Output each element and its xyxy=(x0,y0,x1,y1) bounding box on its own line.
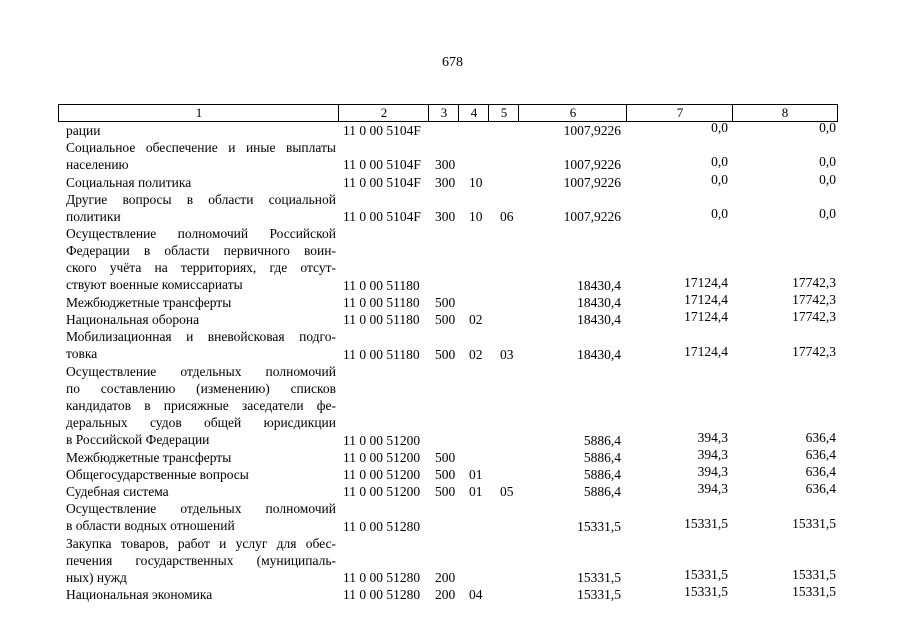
page-number: 678 xyxy=(442,55,463,70)
row-vr: 500 xyxy=(435,467,456,482)
row-value-6: 1007,9226 xyxy=(563,123,621,138)
table-row xyxy=(0,122,905,139)
row-rz: 10 xyxy=(469,208,483,224)
header-col-3: 3 xyxy=(428,104,459,122)
row-csr: 11 0 00 5104F xyxy=(343,208,421,224)
row-value-8: 0,0 xyxy=(819,205,836,221)
row-csr: 11 0 00 5104F xyxy=(343,123,421,138)
row-name-line: рации xyxy=(66,123,101,138)
row-value-6: 5886,4 xyxy=(583,449,621,465)
row-csr: 11 0 00 5104F xyxy=(343,174,421,190)
row-value-8: 636,4 xyxy=(805,464,836,479)
row-name xyxy=(66,225,336,293)
row-vr: 500 xyxy=(435,346,456,362)
row-name xyxy=(66,535,336,586)
row-value-7: 15331,5 xyxy=(684,567,728,583)
row-csr: 11 0 00 51280 xyxy=(343,570,421,586)
row-name-line: по составлению (изменению) списков xyxy=(66,380,336,396)
row-value-6: 18430,4 xyxy=(577,312,621,328)
row-value-8: 15331,5 xyxy=(792,584,836,600)
row-name xyxy=(66,363,336,448)
row-name-line: ных) нужд xyxy=(66,569,127,585)
row-csr: 11 0 00 51200 xyxy=(343,484,421,500)
row-name xyxy=(66,500,336,534)
row-name xyxy=(66,294,336,311)
row-value-8: 17742,3 xyxy=(792,292,836,307)
row-name-line: ствуют военные комиссариаты xyxy=(66,277,243,293)
row-value-8: 15331,5 xyxy=(792,567,836,583)
row-name-line: Общегосударственные вопросы xyxy=(66,467,249,482)
row-value-6: 5886,4 xyxy=(583,484,621,500)
row-name xyxy=(66,586,336,603)
row-name xyxy=(66,311,336,328)
row-value-6: 18430,4 xyxy=(577,277,621,293)
row-name-line: политики xyxy=(66,208,121,224)
row-name-line: в области водных отношений xyxy=(66,518,235,534)
row-value-8: 17742,3 xyxy=(792,274,836,290)
row-value-7: 15331,5 xyxy=(684,515,728,531)
table-row xyxy=(0,483,905,500)
row-csr: 11 0 00 51200 xyxy=(343,449,421,465)
row-name-line: Межбюджетные трансферты xyxy=(66,449,232,465)
row-value-7: 0,0 xyxy=(711,120,728,135)
row-value-7: 394,3 xyxy=(697,481,728,497)
row-name-line: Осуществление полномочий Российской xyxy=(66,226,336,242)
row-value-7: 0,0 xyxy=(711,154,728,170)
row-name xyxy=(66,483,336,500)
row-value-8: 17742,3 xyxy=(792,343,836,359)
row-name-line: печения государственных (муниципаль- xyxy=(66,552,336,568)
row-name-line: товка xyxy=(66,346,98,362)
table-row xyxy=(0,500,905,534)
row-value-6: 5886,4 xyxy=(583,432,621,448)
row-vr: 200 xyxy=(435,587,456,603)
row-name-line: Судебная система xyxy=(66,484,169,500)
row-vr: 300 xyxy=(435,157,456,173)
header-col-1: 1 xyxy=(58,104,339,122)
row-name-line: Осуществление отдельных полномочий xyxy=(66,363,336,379)
row-value-7: 17124,4 xyxy=(684,292,728,307)
row-csr: 11 0 00 51180 xyxy=(343,295,420,310)
row-value-6: 1007,9226 xyxy=(563,157,621,173)
row-name-line: Национальная экономика xyxy=(66,587,213,603)
row-csr: 11 0 00 51280 xyxy=(343,518,421,534)
table-row xyxy=(0,535,905,587)
row-value-8: 17742,3 xyxy=(792,309,836,325)
row-value-8: 636,4 xyxy=(805,446,836,462)
row-name-line: Социальная политика xyxy=(66,174,192,190)
row-name xyxy=(66,191,336,225)
row-name-line: Федерации в области первичного воин- xyxy=(66,243,336,259)
row-name-line: кандидатов в присяжные заседатели фе- xyxy=(66,397,336,413)
row-name xyxy=(66,139,336,173)
header-col-5: 5 xyxy=(488,104,519,122)
row-rz: 02 xyxy=(469,346,483,362)
row-value-7: 394,3 xyxy=(697,429,728,445)
row-name-line: в Российской Федерации xyxy=(66,431,210,447)
row-name-line: Межбюджетные трансферты xyxy=(66,295,232,310)
row-csr: 11 0 00 51200 xyxy=(343,432,421,448)
row-value-7: 394,3 xyxy=(697,464,728,479)
row-csr: 11 0 00 51180 xyxy=(343,277,420,293)
row-value-6: 15331,5 xyxy=(577,570,621,586)
row-name-line: ского учёта на территориях, где отсут- xyxy=(66,260,336,276)
table-row xyxy=(0,139,905,173)
row-value-7: 17124,4 xyxy=(684,274,728,290)
row-value-6: 18430,4 xyxy=(577,295,621,310)
row-pr: 03 xyxy=(500,346,514,362)
table-row xyxy=(0,328,905,362)
row-name-line: Национальная оборона xyxy=(66,312,200,328)
row-value-8: 0,0 xyxy=(819,154,836,170)
table-row xyxy=(0,363,905,449)
table-row xyxy=(0,171,905,191)
row-vr: 300 xyxy=(435,174,456,190)
row-name-line: Социальное обеспечение и иные выплаты xyxy=(66,140,336,156)
row-value-6: 1007,9226 xyxy=(563,208,621,224)
table-row xyxy=(0,191,905,225)
row-vr: 300 xyxy=(435,208,456,224)
row-value-6: 5886,4 xyxy=(583,467,621,482)
header-col-7: 7 xyxy=(626,104,733,122)
row-name-line: Мобилизационная и вневойсковая подго- xyxy=(66,329,336,345)
row-vr: 500 xyxy=(435,295,456,310)
table-row xyxy=(0,586,905,603)
row-csr: 11 0 00 51180 xyxy=(343,312,420,328)
row-pr: 05 xyxy=(500,484,514,500)
table-row xyxy=(0,311,905,328)
row-name-line: Закупка товаров, работ и услуг для обес- xyxy=(66,535,336,551)
table-row xyxy=(0,225,905,294)
row-value-7: 0,0 xyxy=(711,171,728,187)
row-vr: 200 xyxy=(435,570,456,586)
row-value-8: 15331,5 xyxy=(792,515,836,531)
row-rz: 02 xyxy=(469,312,483,328)
row-vr: 500 xyxy=(435,484,456,500)
row-value-6: 15331,5 xyxy=(577,587,621,603)
row-value-7: 17124,4 xyxy=(684,309,728,325)
row-name xyxy=(66,449,336,466)
row-name-line: населению xyxy=(66,157,129,173)
row-rz: 01 xyxy=(469,467,483,482)
row-csr: 11 0 00 51200 xyxy=(343,467,421,482)
row-vr: 500 xyxy=(435,449,456,465)
row-value-8: 0,0 xyxy=(819,171,836,187)
header-col-8: 8 xyxy=(732,104,838,122)
header-col-4: 4 xyxy=(458,104,489,122)
row-name xyxy=(66,122,336,139)
row-value-6: 15331,5 xyxy=(577,518,621,534)
row-csr: 11 0 00 51280 xyxy=(343,587,421,603)
row-value-7: 17124,4 xyxy=(684,343,728,359)
row-pr: 06 xyxy=(500,208,514,224)
row-name-line: деральных судов общей юрисдикции xyxy=(66,414,336,430)
row-name-line: Другие вопросы в области социальной xyxy=(66,191,336,207)
row-rz: 01 xyxy=(469,484,483,500)
row-value-7: 15331,5 xyxy=(684,584,728,600)
header-col-2: 2 xyxy=(338,104,429,122)
row-csr: 11 0 00 51180 xyxy=(343,346,420,362)
table-row xyxy=(0,446,905,466)
row-value-8: 636,4 xyxy=(805,429,836,445)
header-col-6: 6 xyxy=(518,104,627,122)
row-rz: 10 xyxy=(469,174,483,190)
row-value-7: 394,3 xyxy=(697,446,728,462)
row-value-6: 18430,4 xyxy=(577,346,621,362)
table-row xyxy=(0,294,905,311)
row-value-8: 636,4 xyxy=(805,481,836,497)
row-value-8: 0,0 xyxy=(819,120,836,135)
table-row xyxy=(0,466,905,483)
row-name xyxy=(66,328,336,362)
row-name-line: Осуществление отдельных полномочий xyxy=(66,501,336,517)
row-csr: 11 0 00 5104F xyxy=(343,157,421,173)
row-value-6: 1007,9226 xyxy=(563,174,621,190)
row-value-7: 0,0 xyxy=(711,205,728,221)
row-name xyxy=(66,174,336,191)
row-vr: 500 xyxy=(435,312,456,328)
row-name xyxy=(66,466,336,483)
row-rz: 04 xyxy=(469,587,483,603)
